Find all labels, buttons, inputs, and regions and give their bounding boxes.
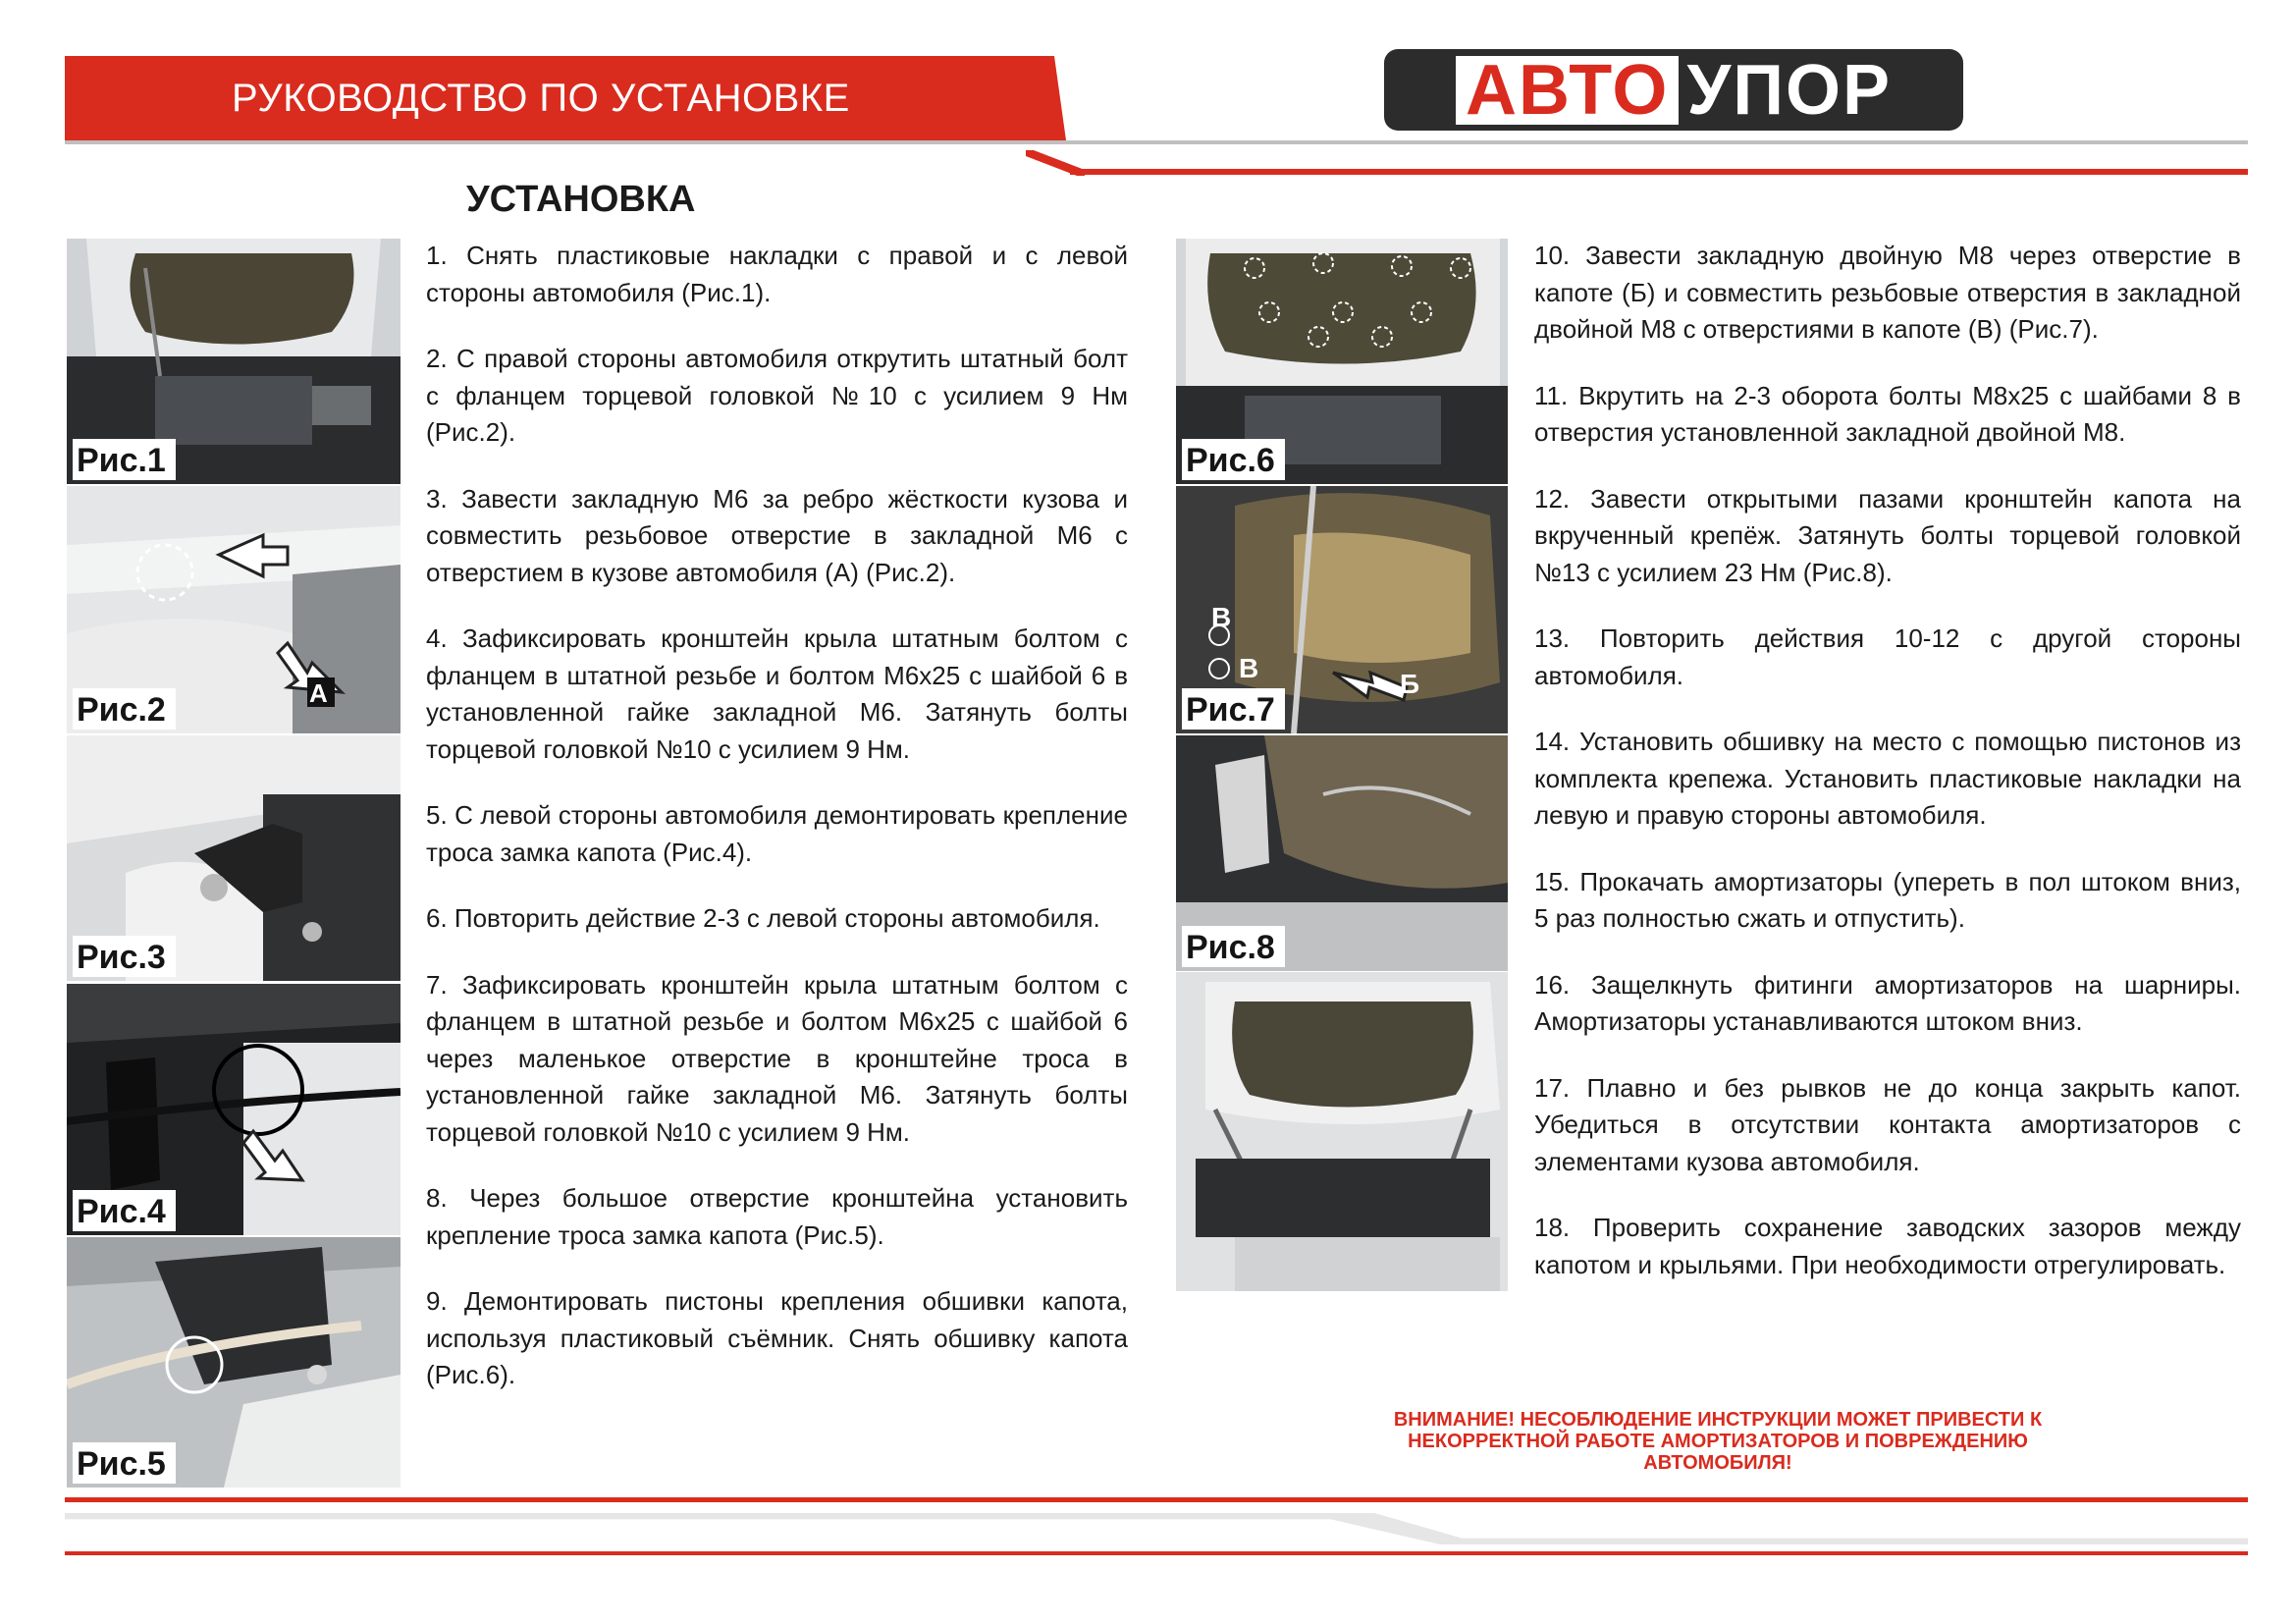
warning-notice bbox=[1355, 1409, 2081, 1474]
step-17: 17. Плавно и без рывков не до конца закрыть капот. Убедиться в отсутствии контакта амортизаторов с элементами кузова автомобиля. bbox=[1534, 1072, 2241, 1176]
step-3: 3. Завести закладную М6 за ребро жёсткости кузова и совместить резьбовое отверстие в закладной М6 с отверстием в кузове автомобиля (А) (Рис.2). bbox=[426, 483, 1128, 587]
figure-3-photo bbox=[67, 735, 400, 981]
figure-7-photo bbox=[1176, 486, 1508, 733]
footer-line-top bbox=[65, 1497, 2248, 1502]
steps-left-column bbox=[426, 238, 1128, 1424]
warning-line-3: АВТОМОБИЛЯ! bbox=[1643, 1452, 1792, 1474]
figure-6-label: Рис.6 bbox=[1182, 439, 1285, 480]
step-6: 6. Повторить действие 2-3 с левой стороны автомобиля. bbox=[426, 903, 1100, 933]
figure-4-photo bbox=[67, 984, 400, 1235]
step-10: 10. Завести закладную двойную М8 через отверстие в капоте (Б) и совместить резьбовые отверстия в закладной двойной М8 с отверстиями в капоте (В) (Рис.7). bbox=[1534, 241, 2241, 344]
step-1: 1. Снять пластиковые накладки с правой и с левой стороны автомобиля (Рис.1). bbox=[426, 241, 1128, 307]
figure-1-label: Рис.1 bbox=[73, 439, 176, 480]
logo-part-avto: АВТО bbox=[1456, 56, 1679, 125]
figure-7-marker-b: Б bbox=[1400, 669, 1420, 699]
step-16: 16. Защелкнуть фитинги амортизаторов на шарниры. Амортизаторы устанавливаются штоком вниз. bbox=[1534, 969, 2241, 1036]
steps-right-column bbox=[1534, 238, 2241, 1313]
footer-line-bottom bbox=[65, 1551, 2248, 1555]
figure-5-photo bbox=[67, 1237, 400, 1488]
figure-7-marker-v1: В bbox=[1211, 602, 1232, 632]
step-15: 15. Прокачать амортизаторы (упереть в пол штоком вниз, 5 раз полностью сжать и отпустить). bbox=[1534, 866, 2241, 933]
figure-7-label: Рис.7 bbox=[1182, 688, 1285, 730]
figure-2-label: Рис.2 bbox=[73, 688, 176, 730]
logo-part-upor: УПОР bbox=[1686, 50, 1893, 130]
figure-8-label: Рис.8 bbox=[1182, 926, 1285, 967]
figure-7-marker-v2: В bbox=[1239, 653, 1259, 683]
figure-3-label: Рис.3 bbox=[73, 936, 176, 977]
footer-decoration bbox=[65, 1513, 2248, 1544]
header-title: РУКОВОДСТВО ПО УСТАНОВКЕ bbox=[232, 77, 850, 120]
step-8: 8. Через большое отверстие кронштейна установить крепление троса замка капота (Рис.5). bbox=[426, 1183, 1128, 1250]
figure-2-photo bbox=[67, 486, 400, 733]
warning-line-2: НЕКОРРЕКТНОЙ РАБОТЕ АМОРТИЗАТОРОВ И ПОВРЕЖДЕНИЮ bbox=[1408, 1431, 2028, 1452]
figure-1-photo bbox=[67, 239, 400, 484]
figure-8-photo bbox=[1176, 735, 1508, 971]
hood-with-struts-image bbox=[1176, 972, 1508, 1291]
header-accent-line bbox=[1070, 169, 2248, 175]
figure-2-marker-a: А bbox=[309, 678, 328, 708]
warning-line-1: ВНИМАНИЕ! НЕСОБЛЮДЕНИЕ ИНСТРУКЦИИ МОЖЕТ ПРИВЕСТИ К bbox=[1393, 1409, 2043, 1431]
header-divider-right bbox=[1070, 140, 2248, 144]
step-18: 18. Проверить сохранение заводских зазоров между капотом и крыльями. При необходимости отрегулировать. bbox=[1534, 1213, 2241, 1279]
brand-logo bbox=[1384, 49, 1963, 131]
figure-4-label: Рис.4 bbox=[73, 1190, 176, 1231]
section-title: УСТАНОВКА bbox=[466, 179, 696, 220]
figure-final-photo bbox=[1176, 972, 1508, 1291]
step-12: 12. Завести открытыми пазами кронштейн капота на вкрученный крепёж. Затянуть болты торцевой головкой №13 с усилием 23 Нм (Рис.8). bbox=[1534, 483, 2241, 587]
header-divider bbox=[65, 140, 1070, 144]
step-9: 9. Демонтировать пистоны крепления обшивки капота, используя пластиковый съёмник. Снять обшивку капота (Рис.6). bbox=[426, 1286, 1128, 1389]
step-5: 5. С левой стороны автомобиля демонтировать крепление троса замка капота (Рис.4). bbox=[426, 800, 1128, 867]
step-2: 2. С правой стороны автомобиля открутить штатный болт с фланцем торцевой головкой №10 с усилием 9 Нм (Рис.2). bbox=[426, 344, 1128, 447]
figure-6-photo bbox=[1176, 239, 1508, 484]
step-4: 4. Зафиксировать кронштейн крыла штатным болтом с фланцем в штатной резьбе и болтом М6х25 с шайбой 6 в установленной гайке закладной М6. Затянуть болты торцевой головкой №10 с усилием 9 Нм. bbox=[426, 623, 1128, 764]
figure-5-label: Рис.5 bbox=[73, 1442, 176, 1484]
step-14: 14. Установить обшивку на место с помощью пистонов из комплекта крепежа. Установить пластиковые накладки на левую и правую стороны автомобиля. bbox=[1534, 727, 2241, 830]
step-7: 7. Зафиксировать кронштейн крыла штатным болтом с фланцем в штатной резьбе и болтом М6х25 с шайбой 6 через маленькое отверстие в кронштейне троса в установленной гайке закладной М6. Затянуть болты торцевой головкой №10 с усилием 9 Нм. bbox=[426, 969, 1128, 1147]
step-13: 13. Повторить действия 10-12 с другой стороны автомобиля. bbox=[1534, 623, 2241, 690]
step-11: 11. Вкрутить на 2-3 оборота болты М8х25 с шайбами 8 в отверстия установленной закладной двойной М8. bbox=[1534, 380, 2241, 447]
